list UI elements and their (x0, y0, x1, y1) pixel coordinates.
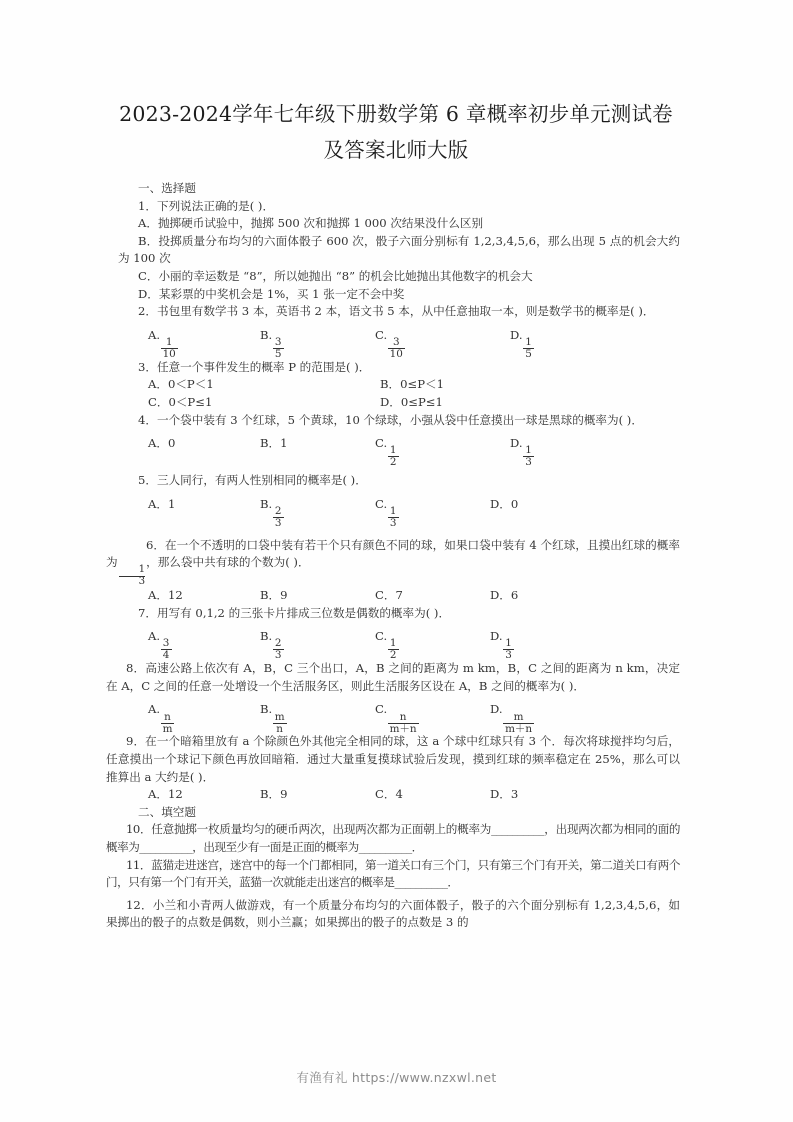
question-5-option-c: C. $\frac{1}{3}$ (375, 496, 399, 529)
question-3-option-c: C．0＜P≤1 (148, 394, 213, 409)
question-9-option-d: D．3 (490, 787, 519, 802)
question-7-option-d: D. $\frac{1}{3}$ (490, 628, 515, 661)
question-8-option-d: D. $\frac{m}{m+n}$ (490, 702, 533, 735)
question-6-options (118, 587, 680, 605)
question-8-option-a: A. $\frac{n}{m}$ (148, 702, 173, 735)
question-2-option-a: A. $\frac{1}{10}$ (148, 327, 176, 360)
question-2-option-d: D. $\frac{1}{5}$ (510, 327, 535, 360)
section-heading-fill: 二、填空题 (138, 804, 196, 819)
question-4-stem: 4．一个袋中装有 3 个红球，5 个黄球，10 个绿球，小强从袋中任意摸出一球是黑球的概率为( )． (138, 412, 643, 427)
question-3-options-row-1 (118, 376, 680, 394)
question-3-option-d: D．0≤P≤1 (380, 394, 443, 409)
footer-watermark: 有渔有礼 https://www.nzxwl.net (296, 1070, 497, 1085)
question-9-option-a: A．12 (148, 787, 183, 802)
question-7-option-b: B. $\frac{2}{3}$ (260, 628, 284, 661)
question-6-stem-part2: ，那么袋中共有球的个数为( )． (146, 555, 310, 570)
question-6-stem (106, 537, 680, 587)
question-4-option-d: D. $\frac{1}{3}$ (510, 435, 535, 468)
question-1-option-c: C．小丽的幸运数是 “8”，所以她抛出 “8” 的机会比她抛出其他数字的机会大 (138, 268, 533, 283)
question-8-stem: 8．高速公路上依次有 A，B，C 三个出口，A，B 之间的距离为 m km，B，C 之间的距离为 n km，决定在 A，C 之间的任意一处增设一个生活服务区，则此生活服务区设在 A，B 之间的概率为( )． (106, 661, 681, 693)
question-6-stem-part1: 6．在一个不透明的口袋中装有若干个只有颜色不同的球，如果口袋中装有 4 个红球，且摸出红球的概率为 (106, 537, 680, 570)
question-4-options (118, 433, 680, 469)
question-4-option-a: A．0 (148, 436, 176, 451)
question-6-option-a: A．12 (148, 588, 183, 603)
question-9-option-c: C．4 (375, 787, 403, 802)
page-title (86, 96, 706, 168)
question-9-option-b: B．9 (260, 787, 288, 802)
question-2-option-b: B. $\frac{3}{5}$ (260, 327, 284, 360)
question-3-option-b: B．0≤P＜1 (380, 377, 444, 392)
question-4-option-b: B．1 (260, 436, 288, 451)
question-5-option-a: A．1 (148, 496, 176, 511)
question-8-option-c: C. $\frac{n}{m+n}$ (375, 702, 417, 735)
question-7-options (118, 626, 680, 662)
question-9-stem: 9．在一个暗箱里放有 a 个除颜色外其他完全相同的球，这 a 个球中红球只有 3 个．每次将球搅拌均匀后，任意摸出一个球记下颜色再放回暗箱．通过大量重复摸球试验后发现，摸到红球的频率稳定在 25%，那么可以推算出 a 大约是( )． (106, 734, 680, 784)
question-6-option-d: D．6 (490, 588, 519, 603)
question-2-option-c: C. $\frac{3}{10}$ (375, 327, 403, 360)
question-7-option-a: A. $\frac{3}{4}$ (148, 628, 172, 661)
question-8-option-b: B. $\frac{m}{n}$ (260, 702, 285, 735)
question-12: 12．小兰和小青两人做游戏，有一个质量分布均匀的六面体骰子，骰子的六个面分别标有 1,2,3,4,5,6，如果掷出的骰子的点数是偶数，则小兰赢；如果掷出的骰子的点数是 3 的 (106, 897, 680, 930)
question-2-options (118, 325, 680, 360)
question-2-stem: 2．书包里有数学书 3 本，英语书 2 本，语文书 5 本，从中任意抽取一本，则是数学书的概率是( )． (138, 304, 655, 319)
section-heading-choice: 一、选择题 (138, 181, 196, 195)
question-5-stem: 5．三人同行，有两人性别相同的概率是( )． (138, 473, 367, 488)
question-7-option-c: C. $\frac{1}{2}$ (375, 628, 399, 661)
page-title-line-2: 及答案北师大版 (323, 138, 469, 162)
question-5-option-d: D．0 (490, 496, 519, 511)
question-8-options (118, 699, 680, 735)
question-11: 11．蓝猫走进迷宫，迷宫中的每一个门都相同，第一道关口有三个门，只有第三个门有开关，第二道关口有两个门，只有第一个门有开关，蓝猫一次就能走出迷宫的概率是__________． (106, 857, 680, 890)
question-3-stem: 3．任意一个事件发生的概率 P 的范围是( )． (138, 359, 371, 374)
question-10: 10．任意抛掷一枚质量均匀的硬币两次，出现两次都为正面朝上的概率为__________，出现两次都为相同的面的概率为__________，出现至少有一面是正面的概率为__________． (106, 822, 680, 855)
question-1-stem: 1．下列说法正确的是( )． (138, 198, 275, 213)
question-5-option-b: B. $\frac{2}{3}$ (260, 496, 284, 529)
question-1-option-b: B．投掷质量分布均匀的六面体骰子 600 次，骰子六面分别标有 1,2,3,4,5,6，那么出现 5 点的机会大约为 100 次 (118, 233, 680, 266)
question-6-option-c: C．7 (375, 588, 403, 603)
question-6-option-b: B．9 (260, 588, 288, 603)
question-3-options-row-2 (118, 394, 680, 412)
question-7-stem: 7．用写有 0,1,2 的三张卡片排成三位数是偶数的概率为( )． (138, 605, 451, 620)
question-1-option-d: D．某彩票的中奖机会是 1%，买 1 张一定不会中奖 (138, 286, 405, 301)
document-body (106, 180, 681, 932)
question-1-option-a: A．抛掷硬币试验中，抛掷 500 次和抛掷 1 000 次结果没什么区别 (138, 216, 484, 231)
question-4-option-c: C. $\frac{1}{2}$ (375, 435, 399, 468)
question-6-stem-fraction: $\frac{1}{3}$ (119, 565, 145, 587)
question-5-options (118, 494, 680, 529)
question-3-option-a: A．0＜P＜1 (148, 377, 214, 392)
page-title-line-1: 2023-2024学年七年级下册数学第 6 章概率初步单元测试卷 (119, 102, 673, 126)
question-9-options (118, 786, 680, 804)
